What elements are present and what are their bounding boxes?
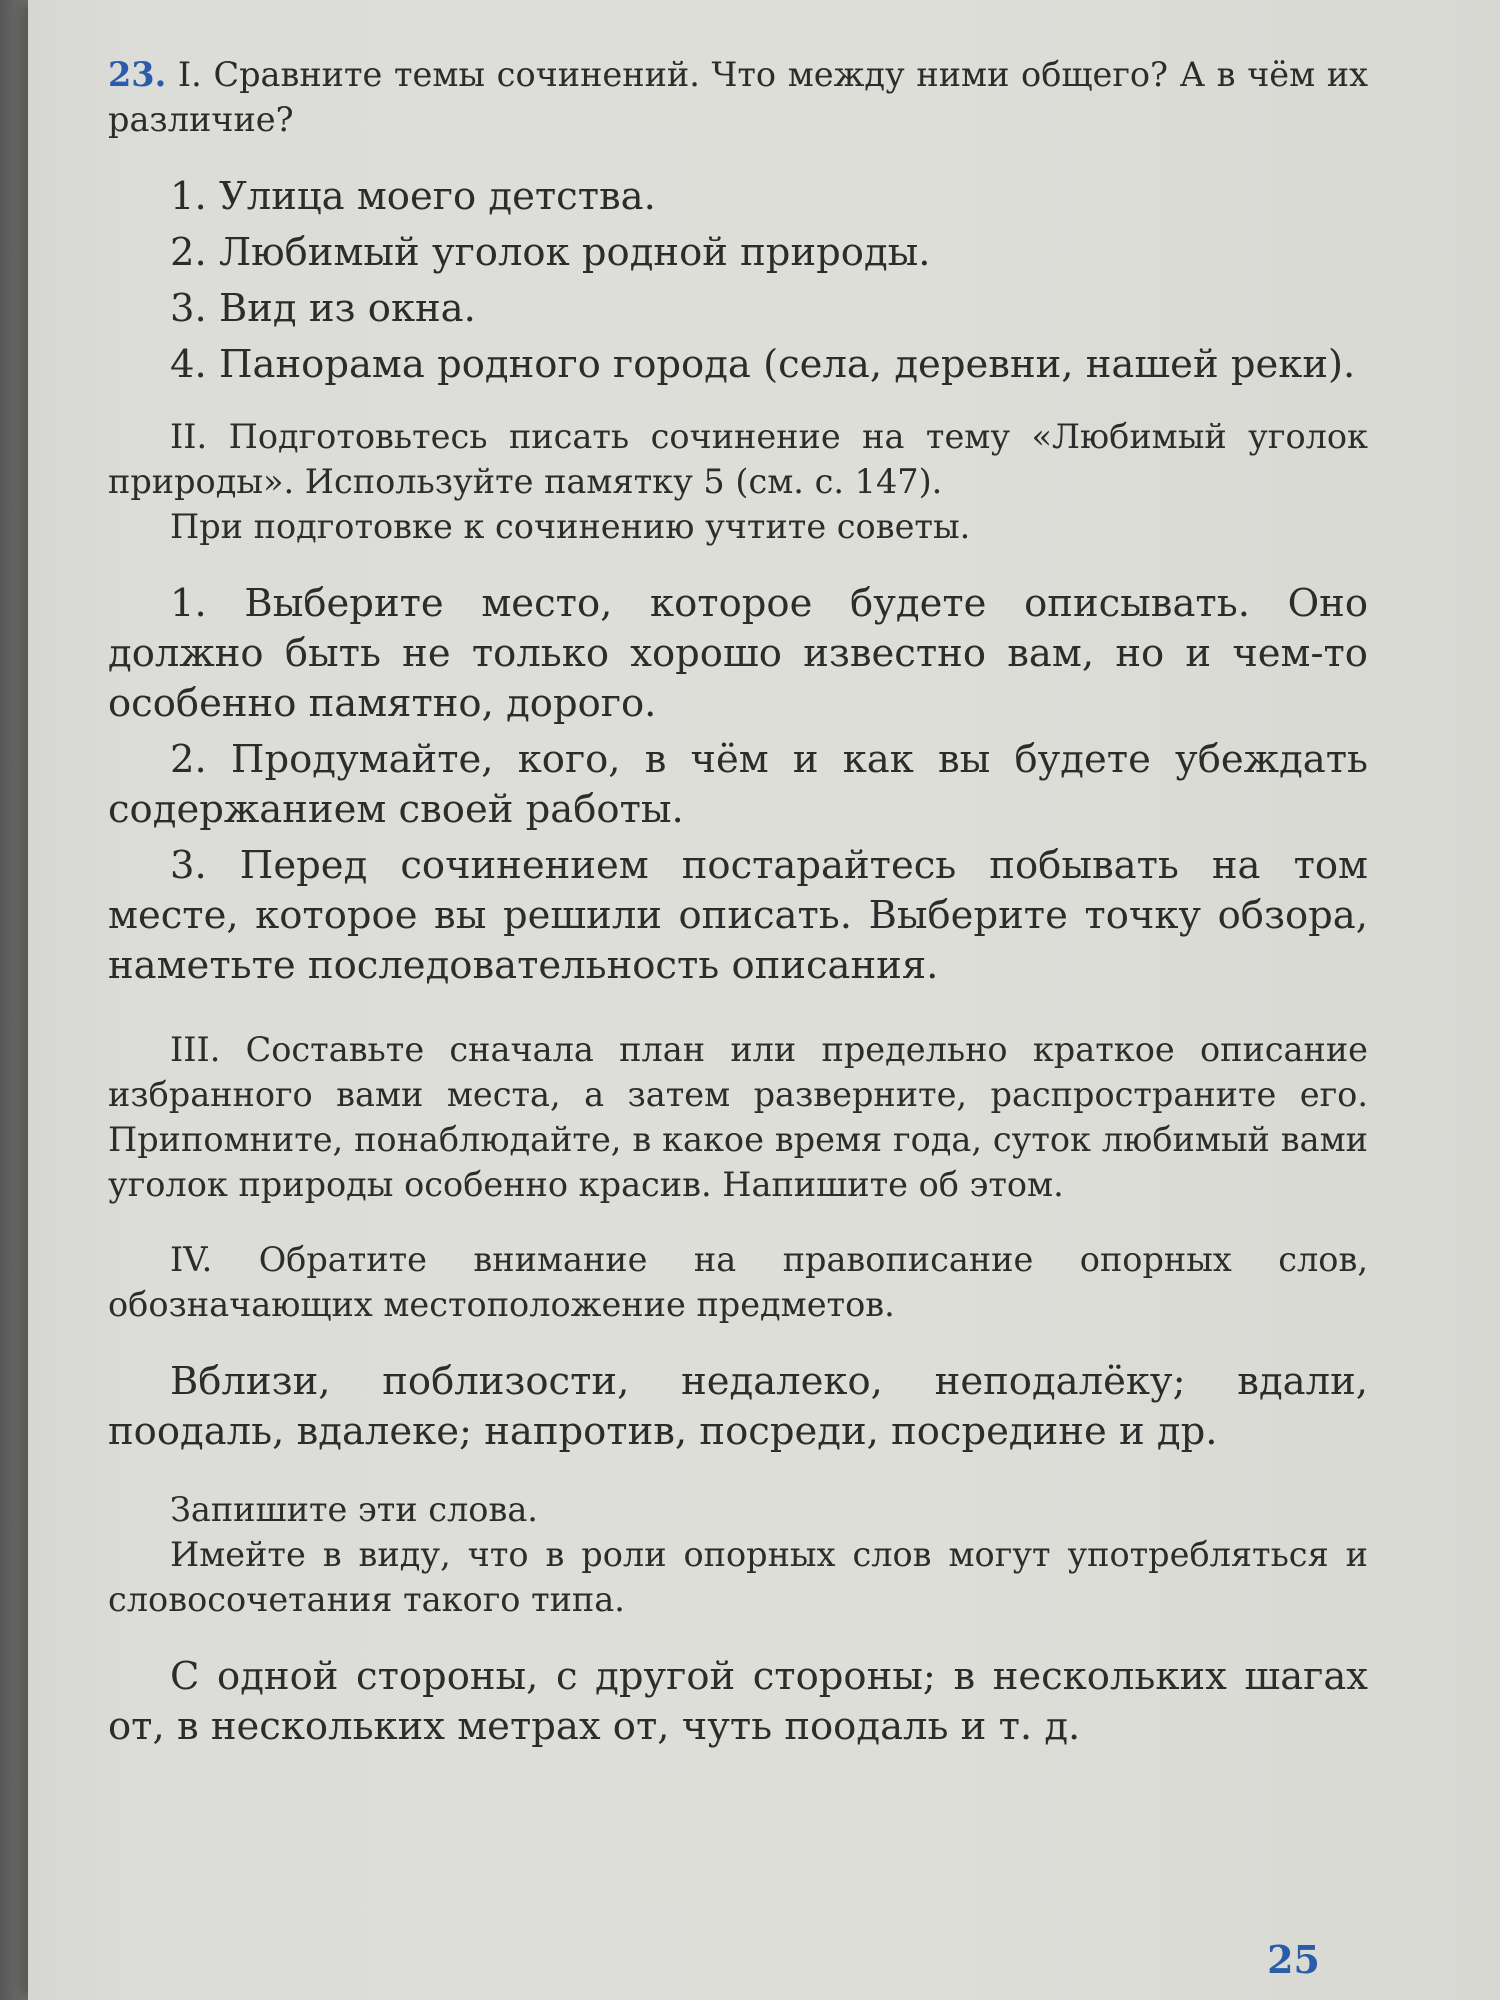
topics-list <box>108 172 1368 390</box>
part4-text: IV. Обратите внимание на правописание опорных слов, обозначающих местоположение предметов. <box>108 1240 1368 1324</box>
topic-item: 3. Вид из окна. <box>170 286 476 331</box>
textbook-page <box>28 0 1500 2000</box>
page-content <box>108 52 1368 1752</box>
advice-list <box>108 579 1368 991</box>
phrases-list: С одной стороны, с другой стороны; в нескольких шагах от, в нескольких метрах от, чуть поодаль и т. д. <box>108 1654 1368 1749</box>
topic-item: 4. Панорама родного города (села, деревни, нашей реки). <box>170 342 1356 387</box>
instruction-note: Имейте в виду, что в роли опорных слов могут употребляться и словосочетания такого типа. <box>108 1535 1368 1619</box>
part3-block <box>108 1027 1368 1207</box>
task-heading <box>108 52 1368 142</box>
topic-item: 2. Любимый уголок родной природы. <box>170 230 931 275</box>
advice-item: 3. Перед сочинением постарайтесь побывать на том месте, которое вы решили описать. Выберите точку обзора, наметьте последовательность описания. <box>108 843 1368 988</box>
book-gutter <box>0 0 28 2000</box>
instructions-block <box>108 1487 1368 1622</box>
part3-text: III. Составьте сначала план или предельно краткое описание избранного вами места, а затем разверните, распространите его. Припомните, понаблюдайте, в какое время года, суток любимый вами уголок природы особенно красив. Напишите об этом. <box>108 1030 1368 1204</box>
advice-intro: При подготовке к сочинению учтите советы. <box>170 507 971 546</box>
anchor-phrases <box>108 1652 1368 1752</box>
part2-block <box>108 414 1368 549</box>
topic-item: 1. Улица моего детства. <box>170 174 656 219</box>
part4-block <box>108 1237 1368 1327</box>
advice-item: 2. Продумайте, кого, в чём и как вы будете убеждать содержанием своей работы. <box>108 737 1368 832</box>
anchor-words <box>108 1357 1368 1457</box>
page-number: 25 <box>1267 1937 1320 1982</box>
task-number: 23. <box>108 55 167 94</box>
words-list: Вблизи, поблизости, недалеко, неподалёку; вдали, поодаль, вдалеке; напротив, посреди, посредине и др. <box>108 1359 1368 1454</box>
advice-item: 1. Выберите место, которое будете описывать. Оно должно быть не только хорошо известно вам, но и чем-то особенно памятно, дорого. <box>108 581 1368 726</box>
part2-text: II. Подготовьтесь писать сочинение на тему «Любимый уголок природы». Используйте памятку 5 (см. с. 147). <box>108 417 1368 501</box>
part1-label: I. <box>177 55 202 94</box>
part1-text: Сравните темы сочинений. Что между ними общего? А в чём их различие? <box>108 55 1368 139</box>
instruction-write: Запишите эти слова. <box>170 1490 538 1529</box>
